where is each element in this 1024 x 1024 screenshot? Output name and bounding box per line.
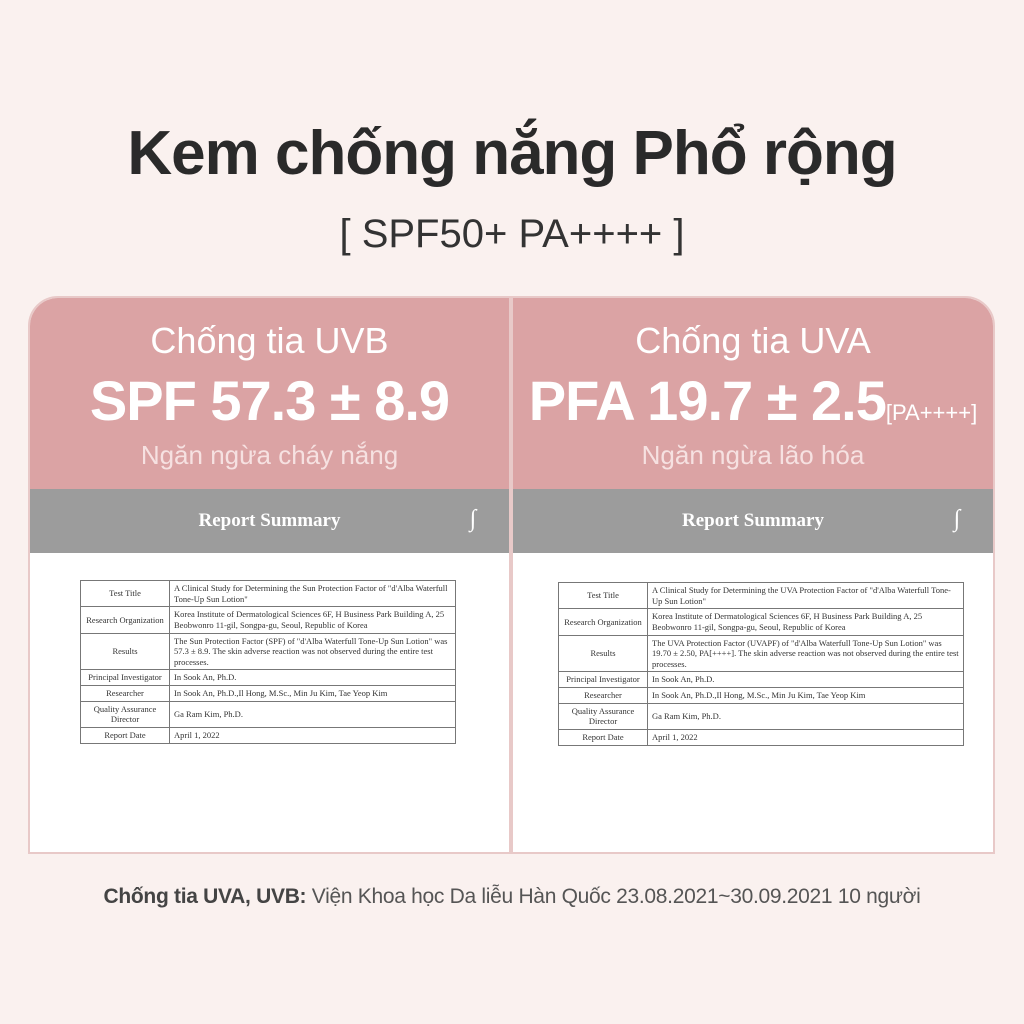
uvb-spf-value: SPF 57.3 ± 8.9 [89, 369, 450, 432]
row-value: In Sook An, Ph.D. [170, 670, 456, 686]
table-row [559, 635, 964, 672]
row-key: Principal Investigator [559, 672, 648, 688]
row-key: Report Date [559, 729, 648, 745]
brand-logo-icon: ∫ [953, 506, 961, 532]
table-row [559, 609, 964, 635]
table-row [81, 727, 456, 743]
row-value: April 1, 2022 [170, 727, 456, 743]
uva-header [513, 298, 993, 489]
uvb-report-title: Report Summary [198, 510, 341, 531]
row-key: Quality Assurance Director [81, 701, 170, 727]
row-value: A Clinical Study for Determining the Sun Protection Factor of "d'Alba Waterfull Tone-Up Sun Lotion" [170, 581, 456, 607]
uvb-note: Ngăn ngừa cháy nắng [140, 440, 399, 470]
row-key: Research Organization [81, 607, 170, 633]
row-key: Results [81, 633, 170, 670]
row-value: In Sook An, Ph.D.,Il Hong, M.Sc., Min Ju Kim, Tae Yeop Kim [648, 688, 964, 704]
footer-text: Viện Khoa học Da liễu Hàn Quốc 23.08.2021~30.09.2021 10 người [306, 885, 921, 908]
row-value: The UVA Protection Factor (UVAPF) of "d'Alba Waterfull Tone-Up Sun Lotion" was 19.70 ± 2.50, PA[++++]. The skin adverse reaction was not observed during the entire test processes. [648, 635, 964, 672]
row-value: In Sook An, Ph.D. [648, 672, 964, 688]
table-row [559, 672, 964, 688]
uva-value-main: PFA 19.7 ± 2.5 [528, 369, 886, 432]
row-value: A Clinical Study for Determining the UVA Protection Factor of "d'Alba Waterfull Tone-Up Sun Lotion" [648, 583, 964, 609]
row-value: The Sun Protection Factor (SPF) of "d'Alba Waterfull Tone-Up Sun Lotion" was 57.3 ± 8.9. The skin adverse reaction was not observed during the entire test processes. [170, 633, 456, 670]
table-row [559, 583, 964, 609]
table-row [559, 703, 964, 729]
row-key: Researcher [81, 686, 170, 702]
brand-logo-icon: ∫ [469, 506, 477, 532]
footer-citation [0, 885, 1024, 909]
uva-panel [511, 296, 995, 854]
row-value: Korea Institute of Dermatological Sciences 6F, H Business Park Building A, 25 Beobwonro 11-gil, Songpa-gu, Seoul, Republic of Korea [648, 609, 964, 635]
uva-pfa-value [513, 368, 993, 433]
table-row [81, 686, 456, 702]
uva-report-title: Report Summary [682, 510, 824, 531]
page-title: Kem chống nắng Phổ rộng [127, 119, 897, 188]
row-key: Research Organization [559, 609, 648, 635]
uva-value-suffix: [PA++++] [885, 400, 978, 425]
uvb-label: Chống tia UVB [150, 320, 389, 361]
uva-note: Ngăn ngừa lão hóa [641, 440, 865, 470]
uva-label: Chống tia UVA [635, 320, 871, 361]
row-key: Report Date [81, 727, 170, 743]
table-row [81, 607, 456, 633]
table-row [559, 729, 964, 745]
footer-bold: Chống tia UVA, UVB: [103, 885, 307, 908]
table-row [81, 701, 456, 727]
uvb-header [30, 298, 509, 489]
uva-report-bar [513, 489, 993, 553]
table-row [81, 670, 456, 686]
table-row [81, 581, 456, 607]
row-key: Quality Assurance Director [559, 703, 648, 729]
page-subtitle: [ SPF50+ PA++++ ] [339, 212, 685, 256]
row-value: Ga Ram Kim, Ph.D. [170, 701, 456, 727]
row-key: Researcher [559, 688, 648, 704]
row-key: Principal Investigator [81, 670, 170, 686]
row-key: Test Title [81, 581, 170, 607]
table-row [559, 688, 964, 704]
uva-report-table [558, 582, 964, 746]
uvb-report-table [80, 580, 456, 744]
table-row [81, 633, 456, 670]
row-value: Ga Ram Kim, Ph.D. [648, 703, 964, 729]
row-key: Results [559, 635, 648, 672]
uvb-report-bar [30, 489, 509, 553]
uvb-panel [28, 296, 511, 854]
row-key: Test Title [559, 583, 648, 609]
row-value: April 1, 2022 [648, 729, 964, 745]
row-value: In Sook An, Ph.D.,Il Hong, M.Sc., Min Ju Kim, Tae Yeop Kim [170, 686, 456, 702]
row-value: Korea Institute of Dermatological Sciences 6F, H Business Park Building A, 25 Beobwonro 11-gil, Songpa-gu, Seoul, Republic of Korea [170, 607, 456, 633]
